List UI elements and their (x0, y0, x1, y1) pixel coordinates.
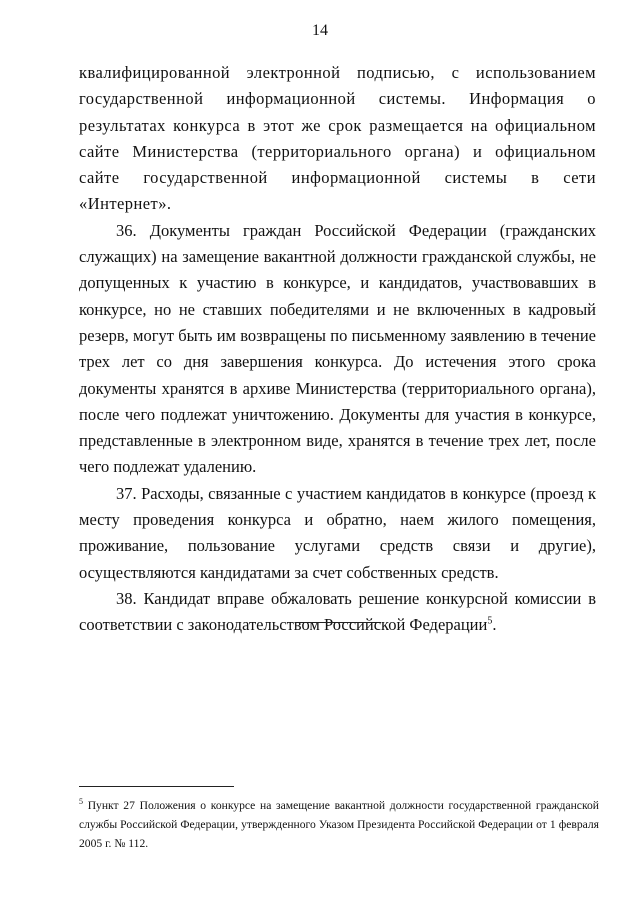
section-divider (295, 622, 381, 623)
document-body (79, 60, 596, 639)
paragraph-38 (79, 586, 596, 639)
paragraph-36: 36. Документы граждан Российской Федерации (гражданских служащих) на замещение вакантной должности гражданской службы, не допущенных к участию в конкурсе, и кандидатов, участвовавших в конкурсе, но не ставших победителями и не включенных в кадровый резерв, могут быть им возвращены по письменному заявлению в течение трех лет со дня завершения конкурса. До истечения этого срока документы хранятся в архиве Министерства (территориального органа), после чего подлежат уничтожению. Документы для участия в конкурсе, представленные в электронном виде, хранятся в течение трех лет, после чего подлежат удалению. (79, 220, 596, 477)
footnote-reference[interactable]: 5 (487, 615, 493, 627)
paragraph-continuation: квалифицированной электронной подписью, с использованием государственной информационной системы. Информация о результатах конкурса в этот же срок размещается на официальном сайте Министерства (территориального органа) и официальном сайте государственной информационной системы в сети «Интернет». (79, 63, 596, 214)
footnote-text: Пункт 27 Положения о конкурсе на замещение вакантной должности государственной гражданской службы Российской Федерации, утвержденного Указом Президента Российской Федерации от 1 февраля 2005 г. № 112. (79, 799, 599, 850)
paragraph-38-text: 38. Кандидат вправе обжаловать решение конкурсной комиссии в соответствии с законодательством Российской Федерации (79, 588, 596, 635)
footnote (79, 796, 599, 853)
footnote-separator (79, 786, 234, 787)
footnote-marker: 5 (79, 797, 83, 807)
paragraph-37: 37. Расходы, связанные с участием кандидатов в конкурсе (проезд к месту проведения конкурса и обратно, наем жилого помещения, проживание, пользование услугами средств связи и другие), осуществляются кандидатами за счет собственных средств. (79, 483, 596, 582)
page-number: 14 (312, 22, 328, 39)
paragraph-38-tail: . (492, 615, 497, 635)
